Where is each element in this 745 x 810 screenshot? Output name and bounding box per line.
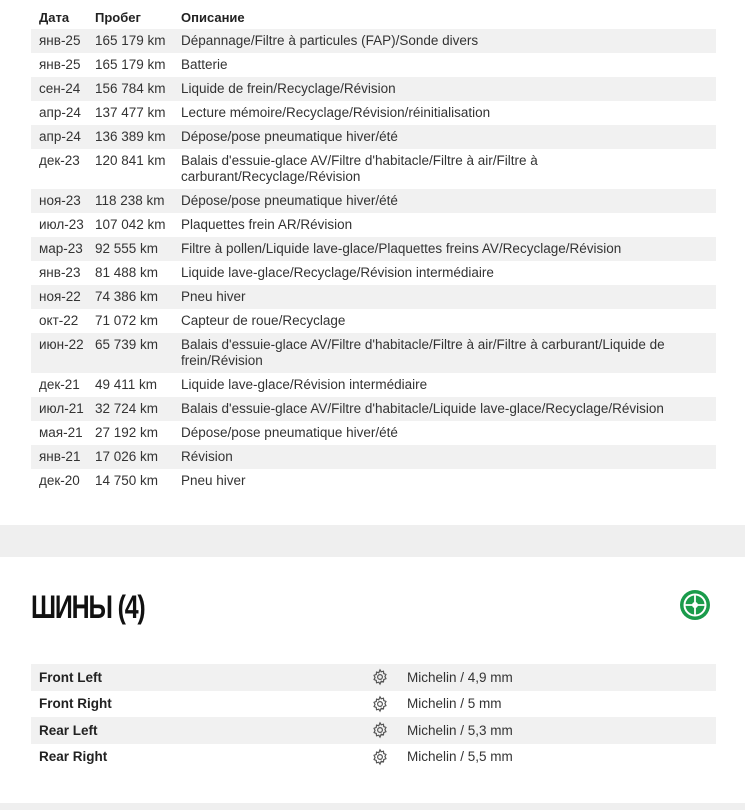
row-mileage: 165 179 km bbox=[95, 57, 166, 72]
row-description: Dépose/pose pneumatique hiver/été bbox=[181, 129, 398, 144]
service-history-row bbox=[31, 421, 716, 445]
service-history-row bbox=[31, 189, 716, 213]
service-history-row bbox=[31, 237, 716, 261]
row-description: Dépose/pose pneumatique hiver/été bbox=[181, 193, 398, 208]
tire-row bbox=[31, 691, 716, 718]
tires-table bbox=[31, 664, 716, 770]
service-history-header bbox=[31, 5, 716, 29]
tire-row bbox=[31, 664, 716, 691]
row-description: Liquide lave-glace/Révision intermédiaire bbox=[181, 377, 428, 392]
row-description: Capteur de roue/Recyclage bbox=[181, 313, 346, 328]
row-description: Liquide lave-glace/Recyclage/Révision intermédiaire bbox=[181, 265, 494, 280]
row-description: Balais d'essuie-glace AV/Filtre d'habitacle/Liquide lave-glace/Recyclage/Révision bbox=[181, 401, 664, 416]
row-description: Révision bbox=[181, 449, 233, 464]
service-history-row bbox=[31, 373, 716, 397]
tire-wheel-icon bbox=[679, 589, 711, 621]
service-history-row bbox=[31, 101, 716, 125]
row-description: Lecture mémoire/Recyclage/Révision/réinitialisation bbox=[181, 105, 491, 120]
row-date: янв-23 bbox=[39, 265, 81, 280]
row-date: июл-23 bbox=[39, 217, 84, 232]
row-description: Dépannage/Filtre à particules (FAP)/Sonde divers bbox=[181, 33, 479, 48]
service-history-rows bbox=[31, 29, 716, 493]
row-description: Pneu hiver bbox=[181, 289, 246, 304]
header-mileage: Пробег bbox=[95, 9, 141, 25]
tire-value: Michelin / 5,3 mm bbox=[407, 722, 513, 738]
header-date: Дата bbox=[39, 9, 70, 25]
row-description: Balais d'essuie-glace AV/Filtre d'habitacle/Filtre à air/Filtre à carburant/Liquide de frein/Révision bbox=[181, 337, 665, 368]
service-history-row bbox=[31, 125, 716, 149]
row-date: янв-21 bbox=[39, 449, 81, 464]
row-mileage: 74 386 km bbox=[95, 289, 159, 304]
tire-row bbox=[31, 717, 716, 744]
row-mileage: 165 179 km bbox=[95, 33, 166, 48]
row-mileage: 137 477 km bbox=[95, 105, 166, 120]
row-mileage: 120 841 km bbox=[95, 153, 166, 168]
row-date: дек-21 bbox=[39, 377, 80, 392]
service-history-row bbox=[31, 309, 716, 333]
service-history-row bbox=[31, 261, 716, 285]
row-mileage: 156 784 km bbox=[95, 81, 166, 96]
row-date: мая-21 bbox=[39, 425, 83, 440]
row-mileage: 81 488 km bbox=[95, 265, 159, 280]
service-history-row bbox=[31, 469, 716, 493]
row-date: апр-24 bbox=[39, 105, 81, 120]
row-description: Pneu hiver bbox=[181, 473, 246, 488]
tire-position: Front Left bbox=[39, 669, 102, 685]
service-history-row bbox=[31, 445, 716, 469]
tire-value: Michelin / 5 mm bbox=[407, 696, 502, 712]
service-history-row bbox=[31, 149, 716, 189]
row-date: ноя-22 bbox=[39, 289, 81, 304]
gear-icon bbox=[371, 721, 407, 739]
row-date: ноя-23 bbox=[39, 193, 81, 208]
service-history-row bbox=[31, 213, 716, 237]
gear-icon bbox=[371, 668, 407, 686]
row-date: дек-20 bbox=[39, 473, 80, 488]
service-history-row bbox=[31, 397, 716, 421]
row-date: янв-25 bbox=[39, 57, 81, 72]
service-history-row bbox=[31, 333, 716, 373]
tire-position: Front Right bbox=[39, 696, 112, 712]
row-mileage: 65 739 km bbox=[95, 337, 159, 352]
row-date: сен-24 bbox=[39, 81, 81, 96]
row-mileage: 14 750 km bbox=[95, 473, 159, 488]
row-description: Balais d'essuie-glace AV/Filtre d'habitacle/Filtre à air/Filtre à carburant/Recyclage/Révision bbox=[181, 153, 538, 184]
row-mileage: 92 555 km bbox=[95, 241, 159, 256]
row-mileage: 118 238 km bbox=[95, 193, 165, 208]
tires-section-title: ШИНЫ (4) bbox=[31, 589, 145, 625]
row-description: Filtre à pollen/Liquide lave-glace/Plaquettes freins AV/Recyclage/Révision bbox=[181, 241, 622, 256]
tire-row bbox=[31, 744, 716, 771]
service-history-row bbox=[31, 285, 716, 309]
section-divider bbox=[0, 525, 745, 557]
row-date: июн-22 bbox=[39, 337, 84, 352]
row-date: июл-21 bbox=[39, 401, 84, 416]
row-mileage: 136 389 km bbox=[95, 129, 166, 144]
row-mileage: 32 724 km bbox=[95, 401, 159, 416]
row-mileage: 71 072 km bbox=[95, 313, 159, 328]
tire-position: Rear Right bbox=[39, 749, 108, 765]
tire-value: Michelin / 4,9 mm bbox=[407, 669, 513, 685]
service-history-row bbox=[31, 29, 716, 53]
service-history-table bbox=[31, 5, 716, 493]
row-description: Liquide de frein/Recyclage/Révision bbox=[181, 81, 396, 96]
gear-icon bbox=[371, 695, 407, 713]
row-date: янв-25 bbox=[39, 33, 81, 48]
row-description: Batterie bbox=[181, 57, 228, 72]
row-date: дек-23 bbox=[39, 153, 80, 168]
tire-value: Michelin / 5,5 mm bbox=[407, 749, 513, 765]
service-history-row bbox=[31, 53, 716, 77]
bottom-divider bbox=[0, 803, 745, 810]
header-description: Описание bbox=[181, 9, 245, 25]
service-history-row bbox=[31, 77, 716, 101]
row-mileage: 107 042 km bbox=[95, 217, 166, 232]
row-date: окт-22 bbox=[39, 313, 79, 328]
row-description: Plaquettes frein AR/Révision bbox=[181, 217, 353, 232]
gear-icon bbox=[371, 748, 407, 766]
row-mileage: 49 411 km bbox=[95, 377, 158, 392]
row-mileage: 17 026 km bbox=[95, 449, 159, 464]
row-mileage: 27 192 km bbox=[95, 425, 159, 440]
row-date: апр-24 bbox=[39, 129, 81, 144]
row-date: мар-23 bbox=[39, 241, 83, 256]
row-description: Dépose/pose pneumatique hiver/été bbox=[181, 425, 398, 440]
tire-position: Rear Left bbox=[39, 722, 98, 738]
